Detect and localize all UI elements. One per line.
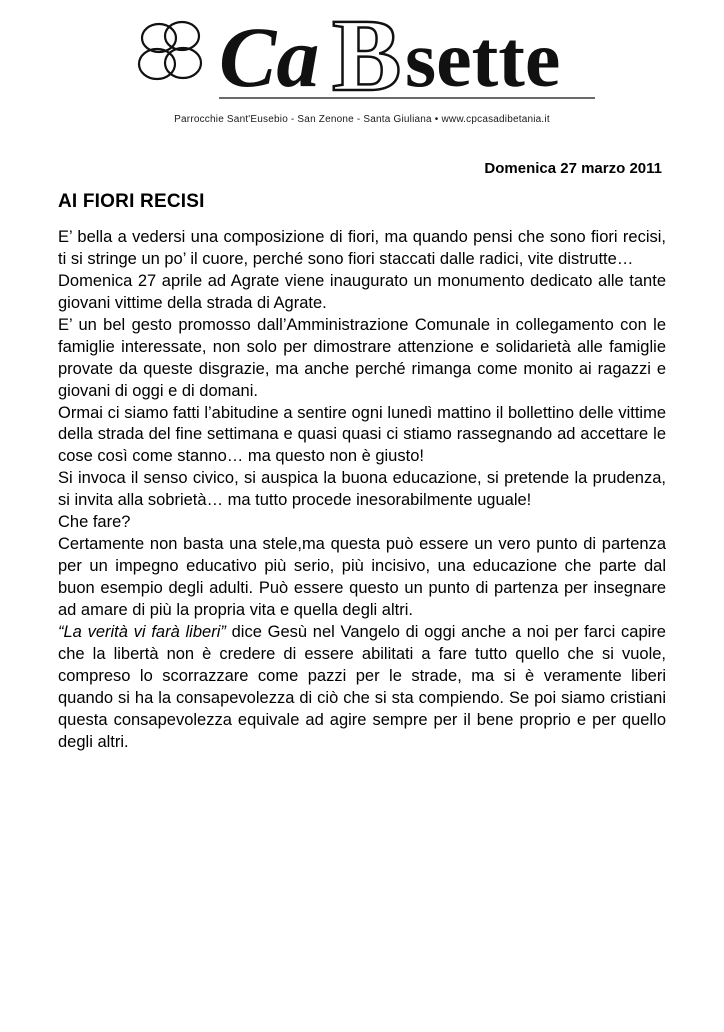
logo-text-a: Ca (219, 9, 320, 105)
logo-text-b: B (332, 8, 402, 113)
gospel-quote: “La verità vi farà liberi” (58, 622, 226, 641)
masthead-subtitle: Parrocchie Sant'Eusebio - San Zenone - Santa Giuliana • www.cpcasadibetania.it (174, 114, 550, 125)
article-paragraph: E’ un bel gesto promosso dall’Amministrazione Comunale in collegamento con le famiglie interessate, non solo per dimostrare attenzione e solidarietà alle famiglie provate da queste disgrazie, ma anche perché rimanga come monito ai ragazzi e giovani di oggi e di domani. (58, 315, 666, 400)
article-paragraph: Che fare? (58, 513, 131, 532)
article-paragraph: Ormai ci siamo fatti l’abitudine a sentire ogni lunedì mattino il bollettino delle vittime della strada del fine settimana e quasi quasi ci stiamo rassegnando ad accettare le cose così come stanno… ma questo non è giusto! (58, 403, 666, 466)
article-paragraph: Si invoca il senso civico, si auspica la buona educazione, si pretende la prudenza, si invita alla sobrietà… ma tutto procede inesorabilmente uguale! (58, 469, 666, 510)
article-paragraph: E’ bella a vedersi una composizione di fiori, ma quando pensi che sono fiori recisi, ti si stringe un po’ il cuore, perché sono fiori staccati dalle radici, vite distrutte… (58, 228, 666, 268)
issue-date: Domenica 27 marzo 2011 (484, 160, 662, 177)
logo-graphic (127, 8, 597, 116)
article-paragraph: Certamente non basta una stele,ma questa può essere un vero punto di partenza per un impegno educativo più serio, più incisivo, una educazione che parte dal buon esempio degli adulti. Può essere questo un punto di partenza per insegnare ad amare di più la propria vita e quella degli altri. (58, 535, 666, 619)
article-paragraph-final (58, 622, 666, 754)
gospel-quote-commentary: dice Gesù nel Vangelo di oggi anche a noi per farci capire che la libertà non è credere di essere abilitati a fare tutto quello che si vuole, compreso lo scorrazzare come pazzi per le strade, ma si è veramente liberi quando si ha la consapevolezza di ciò che si sta compiendo. Se poi siamo cristiani questa consapevolezza equivale ad agire sempre per il bene proprio e per quello degli altri. (58, 622, 666, 751)
logo-text-c: sette (405, 16, 561, 104)
article-title: AI FIORI RECISI (58, 191, 205, 212)
publication-logo (58, 8, 666, 118)
article-body (58, 227, 666, 754)
document-page (0, 8, 724, 1032)
rings-icon (139, 22, 201, 79)
article-paragraph: Domenica 27 aprile ad Agrate viene inaugurato un monumento dedicato alle tante giovani vittime della strada di Agrate. (58, 271, 666, 312)
masthead (58, 8, 666, 148)
